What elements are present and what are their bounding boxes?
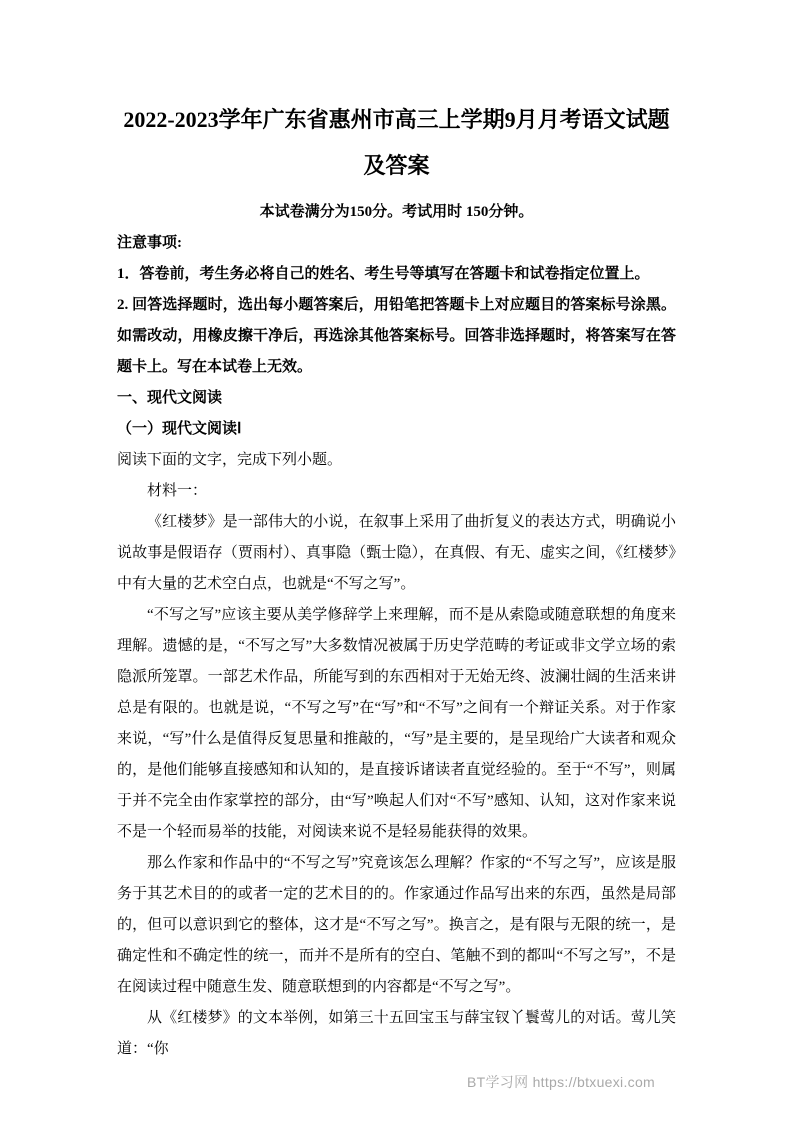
paragraph-4: 从《红楼梦》的文本举例，如第三十五回宝玉与薛宝钗丫鬟莺儿的对话。莺儿笑道：“你 <box>117 1010 676 1057</box>
exam-info: 本试卷满分为150分。考试用时 150分钟。 <box>259 204 534 220</box>
material-label: 材料一： <box>147 483 208 499</box>
section-heading-modern-reading: 一、现代文阅读 <box>117 390 223 406</box>
notice-heading: 注意事项: <box>117 235 182 251</box>
reading-instruction: 阅读下面的文字，完成下列小题。 <box>117 452 343 468</box>
paper-title-line1: 2022-2023学年广东省惠州市高三上学期9月月考语文试题 <box>123 107 670 132</box>
subsection-heading-modern-reading-1: （一）现代文阅读Ⅰ <box>117 421 242 437</box>
paragraph-2: “不写之写”应该主要从美学修辞学上来理解，而不是从索隐或随意联想的角度来理解。遗憾的是，“不写之写”大多数情况被属于历史学范畴的考证或非文学立场的索隐派所笼罩。一部艺术作品，所能写到的东西相对于无始无终、波澜壮阔的生活来讲总是有限的。也就是说，“不写之写”在“写”和“不写”之间有一个辩证关系。对于作家来说，“写”什么是值得反复思量和推敲的，“写”是主要的，是呈现给广大读者和观众的，是他们能够直接感知和认知的，是直接诉诸读者直觉经验的。至于“不写”，则属于并不完全由作家掌控的部分，由“写”唤起人们对“不写”感知、认知，这对作家来说不是一个轻而易举的技能，对阅读来说不是轻易能获得的效果。 <box>117 607 676 840</box>
paper-title <box>117 97 676 189</box>
watermark-site-link: BT学习网 https://btxuexi.com <box>467 1074 655 1090</box>
paper-title-line2: 及答案 <box>363 153 430 178</box>
notice-item-1: 1．答卷前，考生务必将自己的姓名、考生号等填写在答题卡和试卷指定位置上。 <box>117 266 650 282</box>
paragraph-1: 《红楼梦》是一部伟大的小说，在叙事上采用了曲折复义的表达方式，明确说小说故事是假语存（贾雨村）、真事隐（甄士隐），在真假、有无、虚实之间，《红楼梦》中有大量的艺术空白点，也就是“不写之写”。 <box>117 514 676 592</box>
notice-item-2: 2. 回答选择题时，选出每小题答案后，用铅笔把答题卡上对应题目的答案标号涂黑。如需改动，用橡皮擦干净后，再选涂其他答案标号。回答非选择题时，将答案写在答题卡上。写在本试卷上无效。 <box>117 297 676 375</box>
paragraph-3: 那么作家和作品中的“不写之写”究竟该怎么理解？作家的“不写之写”，应该是服务于其艺术目的的或者一定的艺术目的的。作家通过作品写出来的东西，虽然是局部的，但可以意识到它的整体，这才是“不写之写”。换言之，是有限与无限的统一，是确定性和不确定性的统一，而并不是所有的空白、笔触不到的都叫“不写之写”，不是在阅读过程中随意生发、随意联想到的内容都是“不写之写”。 <box>117 855 676 995</box>
